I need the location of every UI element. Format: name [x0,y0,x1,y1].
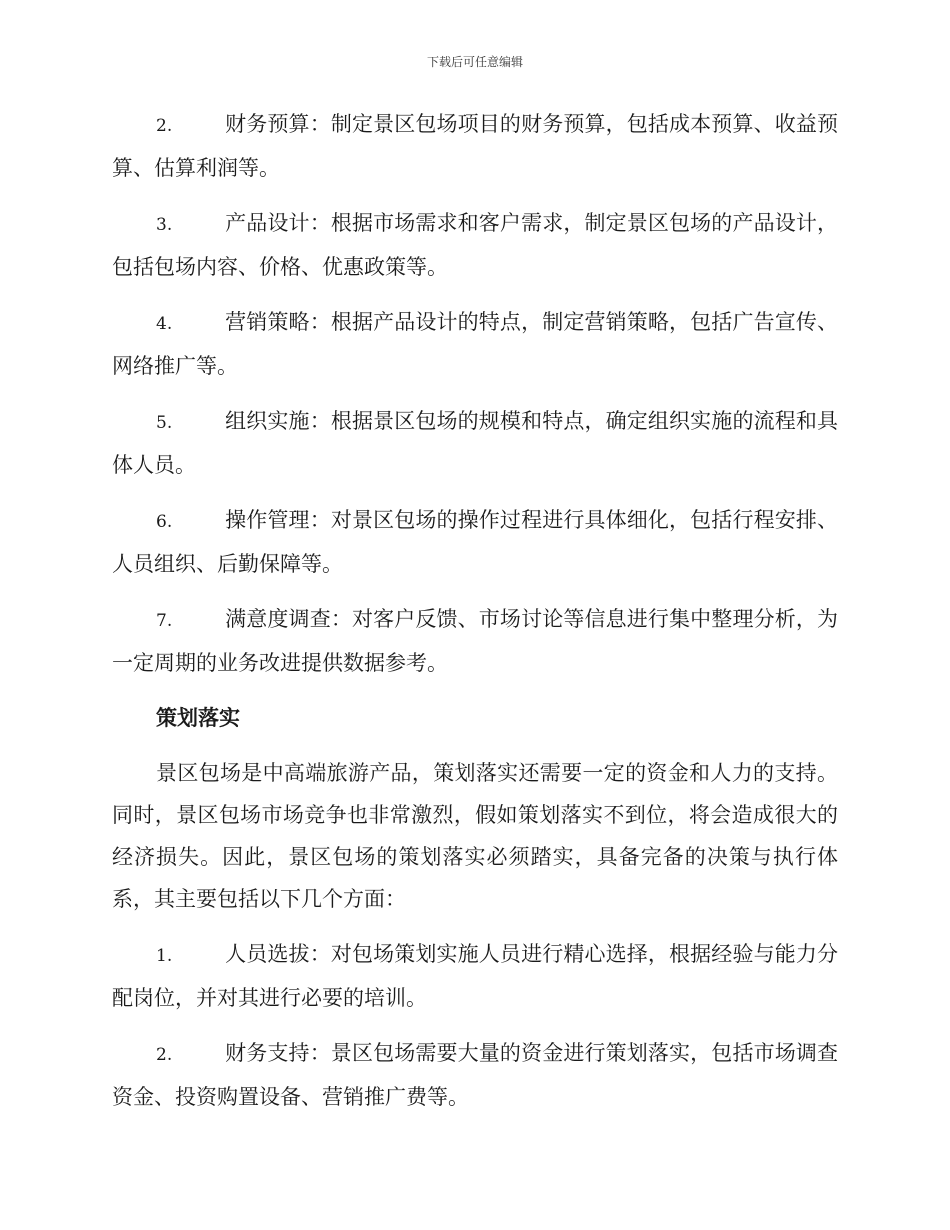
list-item-number: 4. [156,314,173,334]
list-item-text: 财务预算：制定景区包场项目的财务预算，包括成本预算、收益预算、估算利润等。 [112,112,838,180]
list-item [112,499,838,585]
list-item-number: 1. [156,946,173,966]
list-item [112,1032,838,1118]
list-item-text: 操作管理：对景区包场的操作过程进行具体细化，包括行程安排、人员组织、后勤保障等。 [112,508,838,576]
list-item-text: 满意度调查：对客户反馈、市场讨论等信息进行集中整理分析，为一定周期的业务改进提供数据参考。 [112,607,838,675]
list-item-text: 产品设计：根据市场需求和客户需求，制定景区包场的产品设计，包括包场内容、价格、优惠政策等。 [112,211,838,279]
list-item [112,400,838,486]
list-item-number: 5. [156,413,173,433]
list-item-text: 营销策略：根据产品设计的特点，制定营销策略，包括广告宣传、网络推广等。 [112,310,838,378]
list-item [112,103,838,189]
list-item [112,598,838,684]
list-item-text: 财务支持：景区包场需要大量的资金进行策划落实，包括市场调查资金、投资购置设备、营销推广费等。 [112,1041,838,1109]
section-heading: 策划落实 [156,705,240,730]
list-item-number: 2. [156,1045,173,1065]
list-item-number: 3. [156,215,173,235]
list-item [112,301,838,387]
list-item-text: 人员选拔：对包场策划实施人员进行精心选择，根据经验与能力分配岗位，并对其进行必要的培训。 [112,942,838,1010]
list-item-number: 2. [156,116,173,136]
list-item [112,933,838,1019]
list-item [112,202,838,288]
document-body [112,103,838,1131]
list-item-text: 组织实施：根据景区包场的规模和特点，确定组织实施的流程和具体人员。 [112,409,838,477]
list-item-number: 6. [156,512,173,532]
page-header: 下载后可任意编辑 [426,55,523,69]
list-item-number: 7. [156,611,173,631]
section-paragraph: 景区包场是中高端旅游产品，策划落实还需要一定的资金和人力的支持。同时，景区包场市场竞争也非常激烈，假如策划落实不到位，将会造成很大的经济损失。因此，景区包场的策划落实必须踏实，具备完备的决策与执行体系，其主要包括以下几个方面： [112,761,838,911]
